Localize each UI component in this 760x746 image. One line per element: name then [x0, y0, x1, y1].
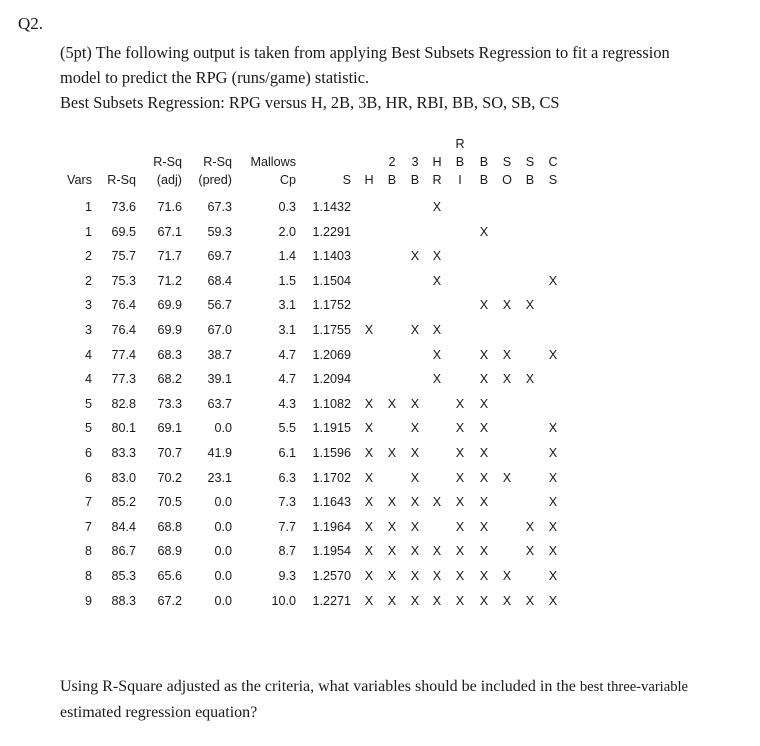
row-rsq-adj: 69.9 — [157, 323, 182, 337]
row-rsq-adj: 71.2 — [157, 274, 182, 288]
included-variable-mark: X — [364, 446, 374, 460]
variable-header-letter: C — [548, 155, 558, 169]
row-rsq-adj: 70.5 — [157, 495, 182, 509]
row-cp: 3.1 — [278, 323, 296, 337]
row-vars: 9 — [84, 594, 92, 608]
row-s: 1.1702 — [312, 471, 351, 485]
included-variable-mark: X — [502, 348, 512, 362]
row-rsq: 76.4 — [111, 323, 136, 337]
row-rsq-pred: 56.7 — [207, 298, 232, 312]
row-cp: 4.3 — [278, 397, 296, 411]
row-s: 1.1596 — [312, 446, 351, 460]
row-cp: 3.1 — [278, 298, 296, 312]
row-cp: 6.3 — [278, 471, 296, 485]
row-cp: 4.7 — [278, 372, 296, 386]
row-rsq-adj: 65.6 — [157, 569, 182, 583]
header-r-sq: R-Sq — [107, 173, 136, 187]
row-rsq-pred: 59.3 — [207, 225, 232, 239]
variable-header-letter: 2 — [388, 155, 396, 169]
included-variable-mark: X — [410, 249, 420, 263]
row-vars: 6 — [84, 446, 92, 460]
prompt-text: Using R-Square adjusted as the criteria, what variables should be included in the — [60, 678, 580, 695]
included-variable-mark: X — [525, 298, 535, 312]
included-variable-mark: X — [479, 495, 489, 509]
included-variable-mark: X — [479, 372, 489, 386]
row-rsq: 85.2 — [111, 495, 136, 509]
included-variable-mark: X — [432, 544, 442, 558]
variable-header-letter: R — [455, 137, 465, 151]
row-vars: 2 — [84, 249, 92, 263]
header-mallows-cp-top: Mallows — [250, 155, 296, 169]
row-rsq: 80.1 — [111, 421, 136, 435]
row-s: 1.1752 — [312, 298, 351, 312]
included-variable-mark: X — [548, 495, 558, 509]
row-cp: 5.5 — [278, 421, 296, 435]
included-variable-mark: X — [479, 397, 489, 411]
included-variable-mark: X — [479, 594, 489, 608]
included-variable-mark: X — [479, 446, 489, 460]
row-rsq-adj: 67.2 — [157, 594, 182, 608]
intro-line-2: model to predict the RPG (runs/game) statistic. — [60, 68, 370, 87]
row-cp: 4.7 — [278, 348, 296, 362]
included-variable-mark: X — [455, 495, 465, 509]
header-r-sq-pred: (pred) — [198, 173, 232, 187]
included-variable-mark: X — [364, 495, 374, 509]
included-variable-mark: X — [548, 594, 558, 608]
included-variable-mark: X — [387, 495, 397, 509]
row-vars: 8 — [84, 544, 92, 558]
row-rsq: 84.4 — [111, 520, 136, 534]
row-s: 1.1403 — [312, 249, 351, 263]
row-rsq-adj: 68.9 — [157, 544, 182, 558]
row-vars: 5 — [84, 397, 92, 411]
row-rsq: 69.5 — [111, 225, 136, 239]
row-rsq: 73.6 — [111, 200, 136, 214]
row-rsq: 83.3 — [111, 446, 136, 460]
row-s: 1.2094 — [312, 372, 351, 386]
included-variable-mark: X — [432, 495, 442, 509]
row-rsq-pred: 67.0 — [207, 323, 232, 337]
included-variable-mark: X — [364, 594, 374, 608]
included-variable-mark: X — [432, 348, 442, 362]
included-variable-mark: X — [502, 298, 512, 312]
included-variable-mark: X — [410, 520, 420, 534]
included-variable-mark: X — [432, 274, 442, 288]
row-rsq: 77.3 — [111, 372, 136, 386]
question-number: Q2. — [18, 14, 44, 33]
included-variable-mark: X — [387, 397, 397, 411]
variable-header-letter: B — [410, 173, 420, 187]
included-variable-mark: X — [502, 372, 512, 386]
prompt-line-2: estimated regression equation? — [60, 704, 258, 721]
variable-header-letter: H — [364, 173, 374, 187]
included-variable-mark: X — [548, 446, 558, 460]
included-variable-mark: X — [455, 569, 465, 583]
included-variable-mark: X — [410, 471, 420, 485]
variable-header-letter: B — [525, 173, 535, 187]
row-cp: 8.7 — [278, 544, 296, 558]
row-rsq: 82.8 — [111, 397, 136, 411]
included-variable-mark: X — [410, 421, 420, 435]
included-variable-mark: X — [548, 274, 558, 288]
included-variable-mark: X — [432, 249, 442, 263]
included-variable-mark: X — [548, 544, 558, 558]
row-s: 1.1954 — [312, 544, 351, 558]
row-cp: 9.3 — [278, 569, 296, 583]
included-variable-mark: X — [410, 495, 420, 509]
included-variable-mark: X — [410, 323, 420, 337]
row-rsq-pred: 0.0 — [214, 520, 232, 534]
row-vars: 7 — [84, 495, 92, 509]
row-vars: 4 — [84, 372, 92, 386]
included-variable-mark: X — [502, 471, 512, 485]
row-s: 1.1643 — [312, 495, 351, 509]
variable-header-letter: I — [458, 173, 462, 187]
included-variable-mark: X — [432, 200, 442, 214]
included-variable-mark: X — [548, 421, 558, 435]
row-rsq: 86.7 — [111, 544, 136, 558]
row-rsq-adj: 67.1 — [157, 225, 182, 239]
row-s: 1.1964 — [312, 520, 351, 534]
included-variable-mark: X — [387, 569, 397, 583]
included-variable-mark: X — [502, 569, 512, 583]
included-variable-mark: X — [479, 298, 489, 312]
row-cp: 7.7 — [278, 520, 296, 534]
included-variable-mark: X — [410, 594, 420, 608]
included-variable-mark: X — [479, 544, 489, 558]
variable-header-letter: 3 — [411, 155, 419, 169]
variable-header-letter: B — [387, 173, 397, 187]
included-variable-mark: X — [548, 569, 558, 583]
row-rsq-pred: 0.0 — [214, 495, 232, 509]
row-rsq-adj: 71.6 — [157, 200, 182, 214]
included-variable-mark: X — [455, 446, 465, 460]
included-variable-mark: X — [479, 569, 489, 583]
included-variable-mark: X — [410, 446, 420, 460]
variable-header-letter: S — [525, 155, 535, 169]
row-vars: 1 — [84, 225, 92, 239]
row-rsq-pred: 0.0 — [214, 421, 232, 435]
row-vars: 8 — [84, 569, 92, 583]
row-s: 1.2069 — [312, 348, 351, 362]
intro-line-3: Best Subsets Regression: RPG versus H, 2B, 3B, HR, RBI, BB, SO, SB, CS — [60, 93, 560, 112]
included-variable-mark: X — [410, 569, 420, 583]
included-variable-mark: X — [364, 520, 374, 534]
prompt-line-1 — [60, 674, 740, 700]
variable-header-letter: S — [548, 173, 558, 187]
included-variable-mark: X — [525, 544, 535, 558]
row-rsq-pred: 69.7 — [207, 249, 232, 263]
variable-header-letter: R — [432, 173, 442, 187]
included-variable-mark: X — [432, 372, 442, 386]
row-vars: 4 — [84, 348, 92, 362]
included-variable-mark: X — [548, 520, 558, 534]
variable-header-letter: O — [502, 173, 512, 187]
row-vars: 1 — [84, 200, 92, 214]
included-variable-mark: X — [387, 544, 397, 558]
row-rsq-pred: 39.1 — [207, 372, 232, 386]
row-rsq-adj: 71.7 — [157, 249, 182, 263]
row-vars: 6 — [84, 471, 92, 485]
row-s: 1.1915 — [312, 421, 351, 435]
variable-header-letter: B — [455, 155, 465, 169]
row-s: 1.2271 — [312, 594, 351, 608]
included-variable-mark: X — [364, 397, 374, 411]
included-variable-mark: X — [364, 421, 374, 435]
row-rsq: 77.4 — [111, 348, 136, 362]
included-variable-mark: X — [548, 348, 558, 362]
row-cp: 0.3 — [278, 200, 296, 214]
row-cp: 1.4 — [278, 249, 296, 263]
included-variable-mark: X — [410, 544, 420, 558]
included-variable-mark: X — [479, 348, 489, 362]
included-variable-mark: X — [455, 397, 465, 411]
included-variable-mark: X — [455, 471, 465, 485]
header-vars: Vars — [67, 173, 92, 187]
row-s: 1.1504 — [312, 274, 351, 288]
row-rsq-adj: 68.8 — [157, 520, 182, 534]
row-cp: 7.3 — [278, 495, 296, 509]
header-s: S — [342, 173, 351, 187]
included-variable-mark: X — [387, 520, 397, 534]
included-variable-mark: X — [364, 471, 374, 485]
row-rsq-pred: 63.7 — [207, 397, 232, 411]
row-vars: 5 — [84, 421, 92, 435]
included-variable-mark: X — [364, 544, 374, 558]
included-variable-mark: X — [455, 594, 465, 608]
included-variable-mark: X — [548, 471, 558, 485]
included-variable-mark: X — [525, 372, 535, 386]
included-variable-mark: X — [364, 323, 374, 337]
row-rsq-adj: 69.1 — [157, 421, 182, 435]
row-cp: 1.5 — [278, 274, 296, 288]
row-rsq-pred: 41.9 — [207, 446, 232, 460]
included-variable-mark: X — [479, 471, 489, 485]
included-variable-mark: X — [387, 446, 397, 460]
row-rsq-pred: 0.0 — [214, 594, 232, 608]
row-cp: 10.0 — [271, 594, 296, 608]
prompt-emphasis: best three-variable — [579, 679, 689, 695]
row-vars: 3 — [84, 323, 92, 337]
row-rsq: 85.3 — [111, 569, 136, 583]
question-prompt — [60, 674, 740, 725]
row-rsq-pred: 38.7 — [207, 348, 232, 362]
included-variable-mark: X — [525, 520, 535, 534]
row-rsq-pred: 68.4 — [207, 274, 232, 288]
row-rsq-adj: 69.9 — [157, 298, 182, 312]
included-variable-mark: X — [455, 520, 465, 534]
row-s: 1.2570 — [312, 569, 351, 583]
row-vars: 3 — [84, 298, 92, 312]
row-rsq: 88.3 — [111, 594, 136, 608]
row-rsq-adj: 70.2 — [157, 471, 182, 485]
included-variable-mark: X — [479, 421, 489, 435]
row-rsq-adj: 73.3 — [157, 397, 182, 411]
row-s: 1.1755 — [312, 323, 351, 337]
row-rsq-pred: 67.3 — [207, 200, 232, 214]
header-mallows-cp: Cp — [279, 173, 296, 187]
included-variable-mark: X — [387, 594, 397, 608]
row-s: 1.1082 — [312, 397, 351, 411]
row-rsq-pred: 0.0 — [214, 569, 232, 583]
row-s: 1.2291 — [312, 225, 351, 239]
row-rsq-adj: 68.3 — [157, 348, 182, 362]
included-variable-mark: X — [525, 594, 535, 608]
row-cp: 2.0 — [278, 225, 296, 239]
included-variable-mark: X — [455, 544, 465, 558]
included-variable-mark: X — [479, 225, 489, 239]
row-rsq-adj: 68.2 — [157, 372, 182, 386]
included-variable-mark: X — [455, 421, 465, 435]
header-r-sq-adj-top: R-Sq — [153, 155, 182, 169]
included-variable-mark: X — [432, 569, 442, 583]
header-r-sq-pred-top: R-Sq — [203, 155, 232, 169]
row-rsq-adj: 70.7 — [157, 446, 182, 460]
row-vars: 7 — [84, 520, 92, 534]
intro-line-1: (5pt) The following output is taken from applying Best Subsets Regression to fit a regression — [60, 43, 670, 62]
variable-header-letter: S — [502, 155, 512, 169]
row-cp: 6.1 — [278, 446, 296, 460]
row-rsq: 76.4 — [111, 298, 136, 312]
row-rsq: 83.0 — [111, 471, 136, 485]
included-variable-mark: X — [364, 569, 374, 583]
row-vars: 2 — [84, 274, 92, 288]
variable-header-letter: B — [479, 173, 489, 187]
variable-header-letter: H — [432, 155, 442, 169]
row-rsq-pred: 23.1 — [207, 471, 232, 485]
included-variable-mark: X — [410, 397, 420, 411]
included-variable-mark: X — [432, 323, 442, 337]
row-s: 1.1432 — [312, 200, 351, 214]
row-rsq: 75.3 — [111, 274, 136, 288]
included-variable-mark: X — [502, 594, 512, 608]
header-r-sq-adj: (adj) — [156, 173, 182, 187]
row-rsq-pred: 0.0 — [214, 544, 232, 558]
variable-header-letter: B — [479, 155, 489, 169]
included-variable-mark: X — [479, 520, 489, 534]
included-variable-mark: X — [432, 594, 442, 608]
row-rsq: 75.7 — [111, 249, 136, 263]
